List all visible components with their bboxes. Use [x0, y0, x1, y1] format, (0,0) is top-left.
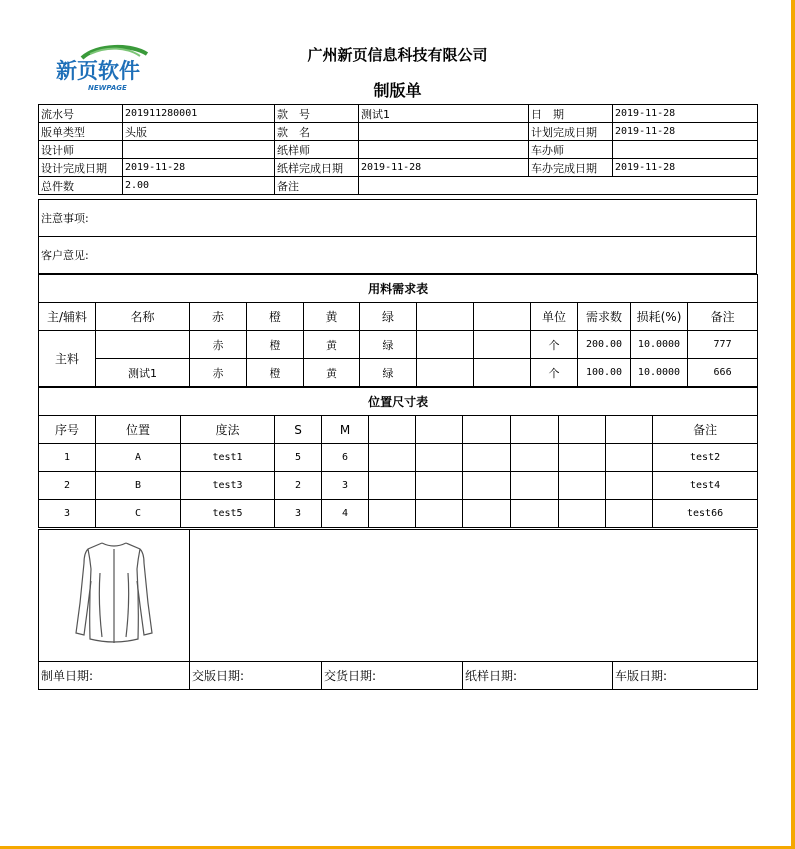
size-empty — [463, 500, 511, 528]
size-empty — [606, 500, 653, 528]
order-date: 制单日期: — [39, 662, 190, 690]
size-remark: test66 — [653, 500, 758, 528]
material-unit: 个 — [531, 359, 578, 387]
material-name — [96, 331, 190, 359]
materials-header: 黄 — [304, 303, 360, 331]
plan-date-label: 计划完成日期 — [529, 123, 613, 141]
size-empty — [559, 472, 606, 500]
sample-done-value: 2019-11-28 — [613, 159, 758, 177]
material-color: 橙 — [247, 359, 304, 387]
sample-done-label: 车办完成日期 — [529, 159, 613, 177]
material-color — [417, 331, 474, 359]
size-empty — [369, 444, 416, 472]
material-color: 绿 — [360, 331, 417, 359]
design-done-label: 设计完成日期 — [39, 159, 123, 177]
size-empty — [416, 500, 463, 528]
customer-opinion: 客户意见: — [39, 237, 757, 274]
materials-table — [38, 274, 758, 387]
size-empty — [369, 500, 416, 528]
table-row — [39, 331, 758, 359]
size-empty — [416, 444, 463, 472]
sample-maker-value — [613, 141, 758, 159]
materials-header: 需求数 — [578, 303, 631, 331]
total-value: 2.00 — [123, 177, 275, 195]
size-position: C — [96, 500, 181, 528]
size-empty — [559, 500, 606, 528]
table-row — [39, 500, 758, 528]
material-color: 绿 — [360, 359, 417, 387]
material-qty: 200.00 — [578, 331, 631, 359]
size-s: 3 — [275, 500, 322, 528]
material-color — [474, 331, 531, 359]
pattern-maker-label: 纸样师 — [275, 141, 359, 159]
table-row — [39, 444, 758, 472]
materials-header: 绿 — [360, 303, 417, 331]
remark-value — [359, 177, 758, 195]
size-position: B — [96, 472, 181, 500]
size-empty — [606, 444, 653, 472]
size-no: 2 — [39, 472, 96, 500]
date-value: 2019-11-28 — [613, 105, 758, 123]
size-empty — [511, 472, 559, 500]
materials-header: 主/辅料 — [39, 303, 96, 331]
size-no: 1 — [39, 444, 96, 472]
sizes-header: S — [275, 416, 322, 444]
material-color — [474, 359, 531, 387]
material-loss: 10.0000 — [631, 331, 688, 359]
material-remark: 666 — [688, 359, 758, 387]
frame-border-right — [791, 0, 795, 849]
sizes-header: 位置 — [96, 416, 181, 444]
info-table — [38, 104, 758, 195]
deliver-plate-date: 交版日期: — [190, 662, 322, 690]
garment-sketch-icon — [64, 533, 164, 655]
sample-date: 车版日期: — [613, 662, 758, 690]
footer-table — [38, 661, 758, 690]
pattern-date: 纸样日期: — [463, 662, 613, 690]
material-qty: 100.00 — [578, 359, 631, 387]
size-m: 6 — [322, 444, 369, 472]
size-position: A — [96, 444, 181, 472]
materials-header: 赤 — [190, 303, 247, 331]
pattern-done-value: 2019-11-28 — [359, 159, 529, 177]
style-no-label: 款 号 — [275, 105, 359, 123]
sizes-header: 序号 — [39, 416, 96, 444]
materials-header: 损耗(%) — [631, 303, 688, 331]
materials-title: 用料需求表 — [39, 275, 758, 303]
total-label: 总件数 — [39, 177, 123, 195]
design-done-value: 2019-11-28 — [123, 159, 275, 177]
plan-date-value: 2019-11-28 — [613, 123, 758, 141]
sizes-header — [463, 416, 511, 444]
size-empty — [511, 444, 559, 472]
size-empty — [416, 472, 463, 500]
material-remark: 777 — [688, 331, 758, 359]
sizes-table — [38, 387, 758, 528]
materials-header: 名称 — [96, 303, 190, 331]
sizes-header: 备注 — [653, 416, 758, 444]
image-table — [38, 529, 758, 662]
size-method: test1 — [181, 444, 275, 472]
materials-header: 单位 — [531, 303, 578, 331]
deliver-goods-date: 交货日期: — [322, 662, 463, 690]
sizes-header: 度法 — [181, 416, 275, 444]
serial-value: 201911280001 — [123, 105, 275, 123]
table-row — [39, 359, 758, 387]
style-name-value — [359, 123, 529, 141]
pattern-done-label: 纸样完成日期 — [275, 159, 359, 177]
materials-header: 备注 — [688, 303, 758, 331]
size-no: 3 — [39, 500, 96, 528]
style-no-value: 测试1 — [359, 105, 529, 123]
sizes-header — [416, 416, 463, 444]
size-s: 5 — [275, 444, 322, 472]
garment-image-cell — [39, 530, 190, 662]
size-empty — [463, 444, 511, 472]
sizes-header — [511, 416, 559, 444]
table-row — [39, 472, 758, 500]
size-m: 4 — [322, 500, 369, 528]
serial-label: 流水号 — [39, 105, 123, 123]
size-empty — [511, 500, 559, 528]
size-empty — [559, 444, 606, 472]
type-value: 头版 — [123, 123, 275, 141]
size-method: test5 — [181, 500, 275, 528]
sizes-header — [559, 416, 606, 444]
material-color: 赤 — [190, 331, 247, 359]
material-unit: 个 — [531, 331, 578, 359]
document-title: 制版单 — [373, 81, 422, 100]
material-color: 黄 — [304, 359, 360, 387]
company-name: 广州新页信息科技有限公司 — [307, 46, 488, 64]
sizes-title: 位置尺寸表 — [39, 388, 758, 416]
type-label: 版单类型 — [39, 123, 123, 141]
style-name-label: 款 名 — [275, 123, 359, 141]
attention-notes: 注意事项: — [39, 200, 757, 237]
material-color — [417, 359, 474, 387]
material-loss: 10.0000 — [631, 359, 688, 387]
designer-label: 设计师 — [39, 141, 123, 159]
logo-text: 新页软件 — [56, 59, 140, 83]
logo-subtext: NEWPAGE — [88, 84, 127, 92]
date-label: 日 期 — [529, 105, 613, 123]
remark-label: 备注 — [275, 177, 359, 195]
size-empty — [463, 472, 511, 500]
size-s: 2 — [275, 472, 322, 500]
material-color: 橙 — [247, 331, 304, 359]
sizes-header — [606, 416, 653, 444]
size-method: test3 — [181, 472, 275, 500]
material-color: 赤 — [190, 359, 247, 387]
size-empty — [369, 472, 416, 500]
size-empty — [606, 472, 653, 500]
sizes-header — [369, 416, 416, 444]
sample-maker-label: 车办师 — [529, 141, 613, 159]
image-blank-area — [190, 530, 758, 662]
notes-table — [38, 199, 757, 274]
materials-header — [474, 303, 531, 331]
size-remark: test2 — [653, 444, 758, 472]
size-m: 3 — [322, 472, 369, 500]
sizes-header: M — [322, 416, 369, 444]
materials-header: 橙 — [247, 303, 304, 331]
designer-value — [123, 141, 275, 159]
material-group: 主料 — [39, 331, 96, 387]
material-color: 黄 — [304, 331, 360, 359]
size-remark: test4 — [653, 472, 758, 500]
materials-header — [417, 303, 474, 331]
material-name: 测试1 — [96, 359, 190, 387]
pattern-maker-value — [359, 141, 529, 159]
